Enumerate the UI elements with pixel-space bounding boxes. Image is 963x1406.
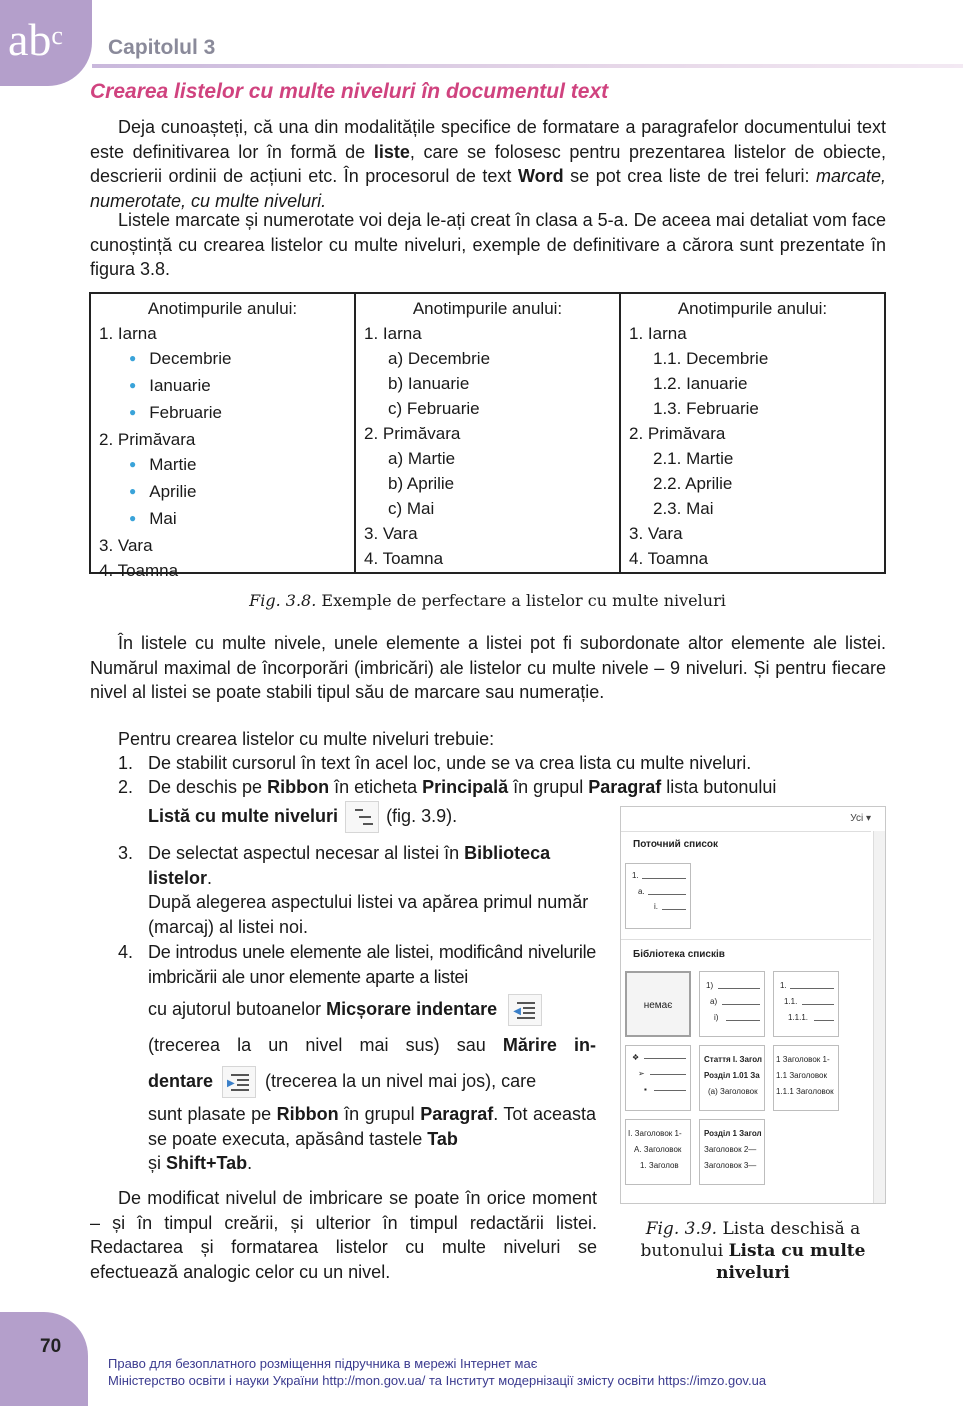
intro-paragraph-1: Deja cunoașteți, că una din modalitățile specifice de formatare a paragrafelor documentului text este definitivarea lor în formă de liste, care se folosesc pentru prezentarea listelor de obiecte, descrierii ordinii de acțiuni etc. În procesorul de text Word se pot crea liste de trei feluri: marcate, numerotate, cu multe niveluri. xyxy=(90,117,887,211)
step-number: 4. xyxy=(118,942,134,962)
body-paragraph-2: Pentru crearea listelor cu multe niveluri trebuie: xyxy=(118,729,495,749)
figure-3-9-caption: Fig. 3.9. Lista deschisă a butonului Lista cu multe niveluri xyxy=(640,1219,866,1283)
increase-indent-icon[interactable]: ▶ xyxy=(222,1066,256,1098)
list-style-heading-decimal[interactable]: 1 Заголовок 1- 1.1 Заголовок 1.1.1 Заголовок xyxy=(773,1045,839,1111)
list-item: c) Mai xyxy=(388,499,435,518)
section-title: Crearea listelor cu multe niveluri în documentul text xyxy=(90,80,609,103)
column-caption: Anotimpurile anului: xyxy=(412,299,563,318)
lettered-multilevel-column xyxy=(356,294,621,572)
list-item: ● Decembrie xyxy=(99,346,354,373)
step-number: 1. xyxy=(118,753,134,773)
list-item: 2.1. Martie xyxy=(653,449,734,468)
current-list-thumb[interactable]: 1. a. i. xyxy=(625,863,691,929)
figure-3-8-caption: Fig. 3.8. Exemple de perfectare a listelor cu multe niveluri xyxy=(249,591,726,610)
footer-line-2: Міністерство освіти і науки України http://mon.gov.ua/ та Інститут модернізації змісту освіти https://imzo.gov.ua xyxy=(108,1373,767,1388)
step-text: De deschis pe Ribbon în eticheta Principală în grupul Paragraf lista butonului xyxy=(148,777,777,797)
list-item: 3. Vara xyxy=(364,524,418,543)
step-text: De selectat aspectul necesar al listei în Biblioteca listelor. După alegerea aspectului listei va apărea primul număr (marcaj) al listei noi. xyxy=(148,843,589,937)
step-4-line-4: (trecerea la un nivel mai sus) sau Mărire in- xyxy=(148,1035,596,1055)
list-examples-table xyxy=(89,292,886,580)
column-caption: Anotimpurile anului: xyxy=(677,299,828,318)
divider xyxy=(621,939,871,940)
header-rule xyxy=(92,64,963,68)
current-list-label: Поточний список xyxy=(633,839,719,850)
divider xyxy=(621,831,871,832)
list-style-heading-roman[interactable]: I. Заголовок 1- A. Заголовок 1. Заголов xyxy=(625,1119,691,1185)
decimal-multilevel-column xyxy=(621,294,884,572)
list-item: ● Martie xyxy=(99,452,354,479)
list-item: 2.3. Mai xyxy=(653,499,714,518)
chapter-label: Capitolul 3 xyxy=(108,36,216,59)
step-4-line-5: dentare ▶ (trecerea la un nivel mai jos), care xyxy=(148,1062,598,1100)
intro-paragraph-2: Listele marcate și numerotate voi deja le-ați creat în clasa a 5-a. De aceea mai detaliat vom face cunoștință cu crearea listelor cu multe niveluri, exemple de definitivare a cărora sunt prezentate în figura 3.8. xyxy=(90,210,886,279)
list-item: 1. Iarna xyxy=(364,324,422,343)
abc-logo: $ab^c$ xyxy=(8,14,63,65)
list-item: a) Martie xyxy=(388,449,456,468)
page-number: 70 xyxy=(40,1336,62,1357)
list-item: 3. Vara xyxy=(99,536,153,555)
list-item: 4. Toamna xyxy=(629,549,709,568)
list-item: 2. Primăvara xyxy=(629,424,726,443)
list-item: 4. Toamna xyxy=(364,549,444,568)
list-item: b) Aprilie xyxy=(388,474,455,493)
list-item: 1.3. Februarie xyxy=(653,399,759,418)
list-library-label: Бібліотека списків xyxy=(633,949,725,960)
footer-page-tab xyxy=(0,1312,88,1406)
step-number: 3. xyxy=(118,843,134,863)
list-style-decimal[interactable]: 1. 1.1. 1.1.1. xyxy=(773,971,839,1037)
step-number: 2. xyxy=(118,777,134,797)
list-item: 1.2. Ianuarie xyxy=(653,374,748,393)
list-item: 1. Iarna xyxy=(629,324,687,343)
list-item: 3. Vara xyxy=(629,524,683,543)
list-item: ● Aprilie xyxy=(99,479,354,506)
list-style-numbered[interactable]: 1) a) i) xyxy=(699,971,765,1037)
list-style-article[interactable]: Стаття I. Загол Розділ 1.01 За (a) Заголовок xyxy=(699,1045,765,1111)
list-item: c) Februarie xyxy=(388,399,480,418)
bulleted-multilevel-column xyxy=(91,294,356,580)
step-text: De stabilit cursorul în text în acel loc, unde se va crea lista cu multe niveluri. xyxy=(148,753,752,773)
closing-paragraph: De modificat nivelul de imbricare se poate în orice moment – și în timpul creării, și ulterior în timpul redactării listei. Redactarea și formatarea listelor cu multe niveluri se efectuează analogic celor cu un nivel. xyxy=(90,1188,597,1282)
panel-scrollbar[interactable] xyxy=(873,831,885,1203)
step-4-line-6: sunt plasate pe Ribbon în grupul Paragraf. Tot aceasta se poate executa, apăsând tastele Tab și Shift+Tab. xyxy=(148,1104,597,1173)
list-item: 1. Iarna xyxy=(99,324,157,343)
list-style-chapter[interactable]: Розділ 1 Загол Заголовок 2— Заголовок 3— xyxy=(699,1119,765,1185)
step-4-line-3: cu ajutorul butoanelor Micșorare indentare ◀ xyxy=(148,990,598,1028)
multilevel-list-dropdown-panel xyxy=(620,806,886,1204)
list-item: 1.1. Decembrie xyxy=(653,349,769,368)
list-item: ● Februarie xyxy=(99,400,354,427)
list-item: b) Ianuarie xyxy=(388,374,470,393)
list-style-bullets[interactable]: ❖ ➢ ▪ xyxy=(625,1045,691,1111)
list-item: ● Ianuarie xyxy=(99,373,354,400)
list-item: a) Decembrie xyxy=(388,349,491,368)
filter-dropdown[interactable]: Усі ▾ xyxy=(850,813,871,824)
decrease-indent-icon[interactable]: ◀ xyxy=(508,994,542,1026)
step-2-continued: Listă cu multe niveluri (fig. 3.9). xyxy=(148,798,608,834)
column-caption: Anotimpurile anului: xyxy=(147,299,298,318)
list-item: ● Mai xyxy=(99,506,354,533)
list-item: 2.2. Aprilie xyxy=(653,474,733,493)
footer-line-1: Право для безоплатного розміщення підручника в мережі Інтернет має xyxy=(108,1356,538,1371)
list-item: 2. Primăvara xyxy=(364,424,461,443)
list-item: 2. Primăvara xyxy=(99,430,196,449)
multilevel-list-icon[interactable] xyxy=(345,801,379,833)
list-item: 4. Toamna xyxy=(99,561,179,580)
body-paragraph-1: În listele cu multe nivele, unele elemente a listei pot fi subordonate altor elemente ale listei. Numărul maximal de încorporări (imbricări) ale listelor cu multe nivele – 9 niveluri. Și pentru fiecare nivel al listei se poate stabili tipul său de marcare sau numerație. xyxy=(90,633,886,702)
list-style-none[interactable]: немає xyxy=(625,971,691,1037)
step-text: De introdus unele elemente ale listei, modificând nivelurile imbricării ale unor elemente aparte a listei xyxy=(148,942,596,987)
